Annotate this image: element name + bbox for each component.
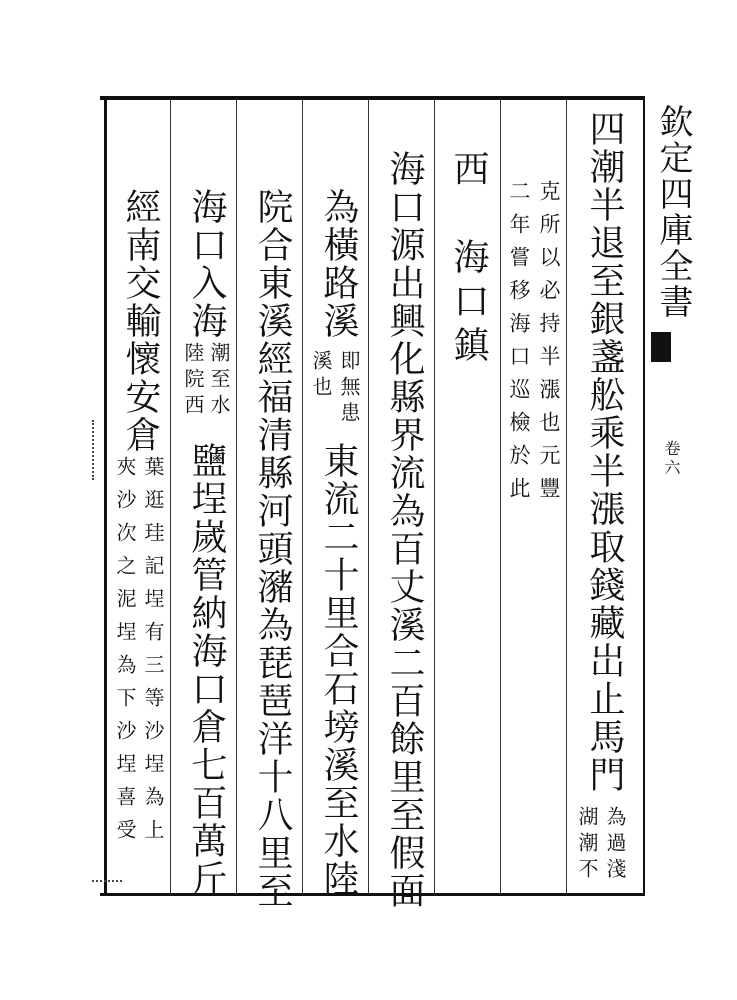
text-column-3: 西 海口鎮 <box>448 150 489 370</box>
annotation-column-2a: 克所以必持半漲也元豐 <box>537 180 561 510</box>
annotation-column-7b: 陸院西 <box>181 342 205 420</box>
text-column-7a: 海口入海 <box>186 188 227 340</box>
annotation-column-5a: 即無患 <box>337 350 361 428</box>
annotation-column-8b: 夾沙次之泥埕為下沙埕喜受 <box>113 456 137 852</box>
text-column-8: 經南交輸懷安倉 <box>120 188 161 454</box>
text-column-4: 海口源出興化縣界流為百丈溪二百餘里至假面 <box>384 150 425 910</box>
fishtail-mark <box>651 332 671 362</box>
column-divider <box>368 100 369 893</box>
volume-number: 卷六 <box>662 440 681 478</box>
column-divider <box>566 100 567 893</box>
annotation-column-1b: 湖潮不 <box>575 806 599 884</box>
annotation-column-7a: 潮至水 <box>207 342 231 420</box>
column-divider <box>500 100 501 893</box>
annotation-column-2b: 二年嘗移海口巡檢於此 <box>507 180 531 510</box>
frame-right-border <box>643 96 645 896</box>
scan-artifact <box>92 420 100 480</box>
text-column-6: 院合東溪經福清縣河頭瀦為琵琶洋十八里至 <box>252 188 293 910</box>
scan-artifact <box>92 880 122 888</box>
annotation-column-5b: 溪也 <box>309 350 333 402</box>
book-title: 欽定四庫全書 <box>653 104 693 320</box>
annotation-column-8a: 葉逛珪記埕有三等沙埕為上 <box>141 456 165 852</box>
column-divider <box>434 100 435 893</box>
frame-top-border <box>100 96 645 100</box>
frame-left-border <box>104 96 107 896</box>
text-column-7b: 鹽埕嵗管納海口倉七百萬斤 <box>186 442 227 898</box>
column-divider <box>302 100 303 893</box>
frame-bottom-border <box>100 893 645 896</box>
text-column-5a: 為橫路溪 <box>318 188 359 340</box>
annotation-column-1a: 為過淺 <box>603 806 627 884</box>
column-divider <box>170 100 171 893</box>
text-column-1: 四潮半退至銀盞舩乘半漲取錢藏岀止馬門 <box>584 110 625 794</box>
text-column-5b: 東流二十里合石塝溪至水陸 <box>318 442 359 898</box>
column-divider <box>236 100 237 893</box>
